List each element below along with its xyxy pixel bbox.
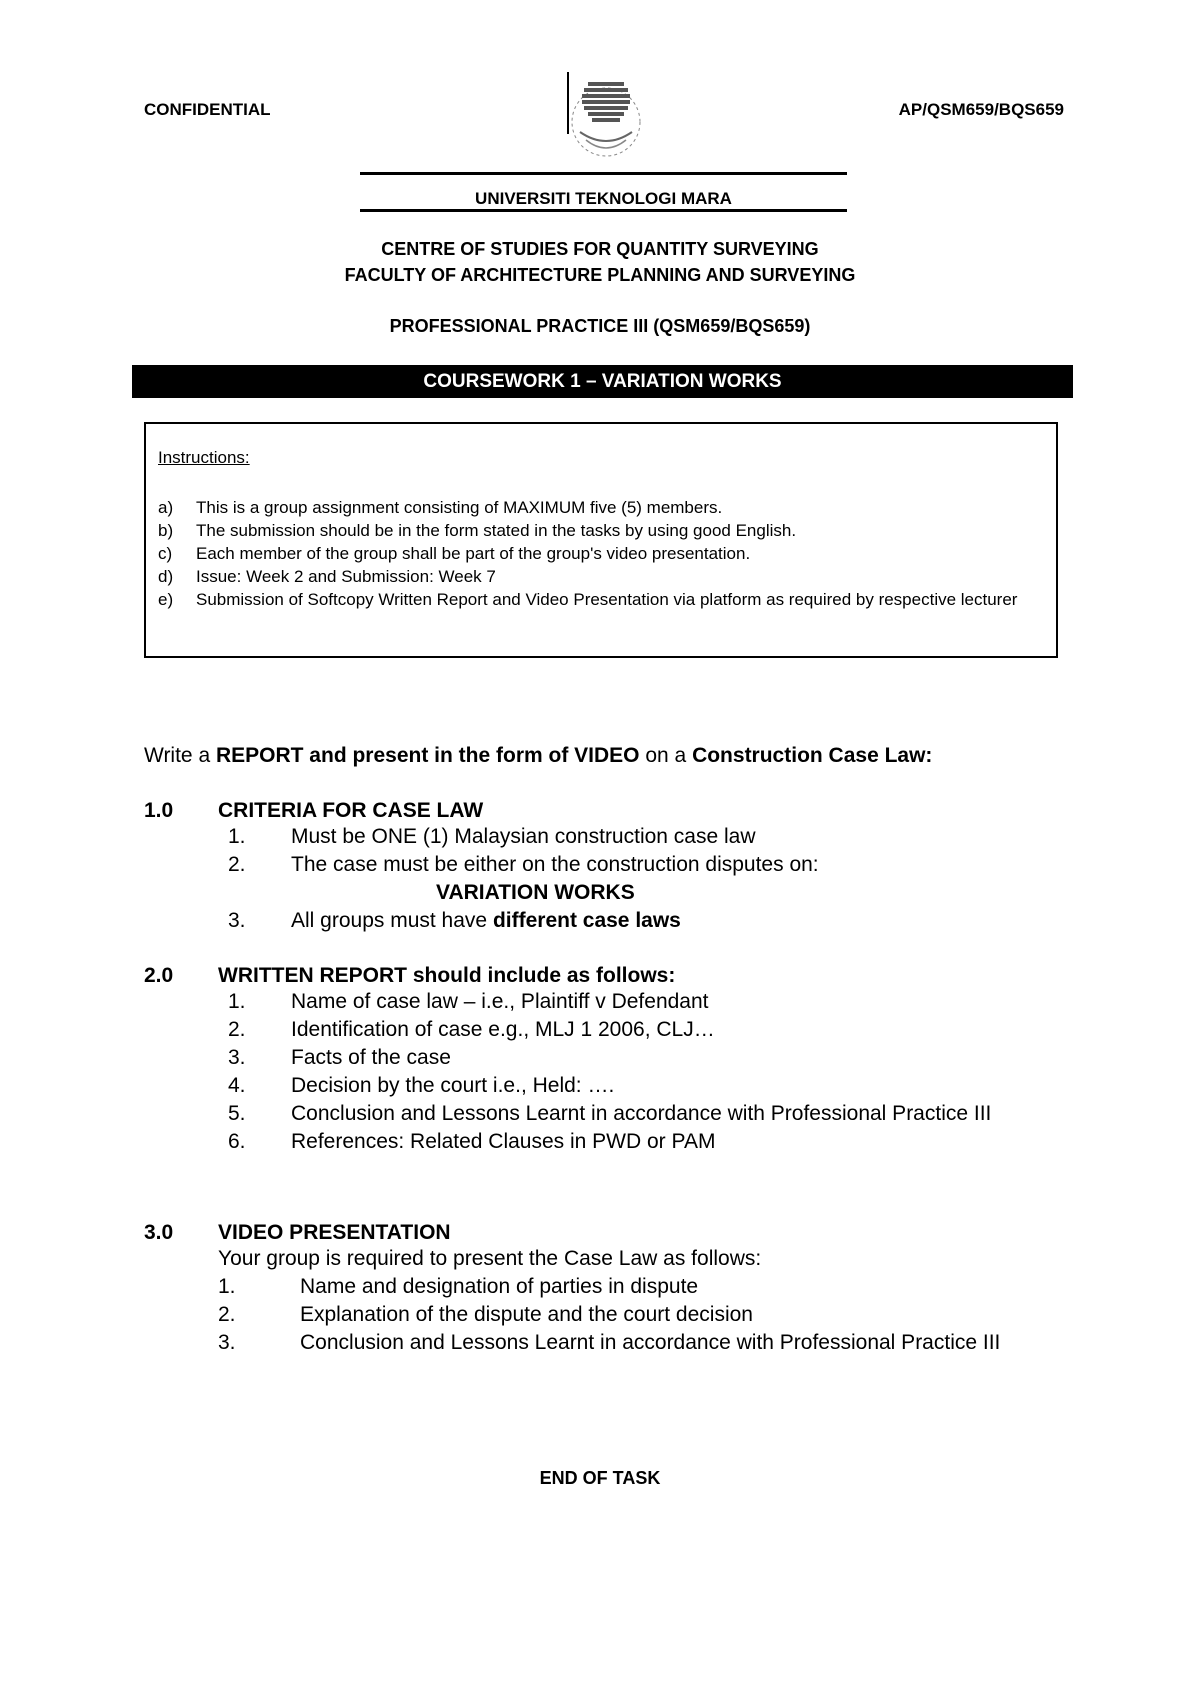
instructions-title: Instructions: — [158, 448, 250, 467]
list-item — [218, 907, 1060, 935]
section-heading — [144, 964, 1060, 988]
list-item — [218, 851, 1060, 879]
instruction-marker: a) — [158, 498, 174, 517]
instruction-marker: c) — [158, 544, 173, 563]
coursework-banner: COURSEWORK 1 – VARIATION WORKS — [132, 365, 1073, 398]
course-title: PROFESSIONAL PRACTICE III (QSM659/BQS659) — [389, 316, 811, 336]
list-number: 2. — [228, 853, 246, 876]
university-logo — [564, 70, 644, 162]
list-item — [218, 1072, 1060, 1100]
list-text: Conclusion and Lessons Learnt in accordance with Professional Practice III — [300, 1331, 1001, 1354]
list-text: Decision by the court i.e., Held: …. — [291, 1074, 615, 1097]
list-text-bold: different case laws — [492, 909, 681, 932]
intro-bold-1: REPORT and present in the form of VIDEO — [215, 744, 640, 767]
list-number: 3. — [218, 1331, 236, 1354]
list-text: Explanation of the dispute and the court decision — [300, 1303, 753, 1326]
intro-text-2: on a — [639, 744, 693, 767]
instruction-text: Issue: Week 2 and Submission: Week 7 — [196, 567, 496, 586]
list-item — [218, 1100, 1060, 1128]
centre-name: CENTRE OF STUDIES FOR QUANTITY SURVEYING — [381, 239, 819, 259]
list-number: 6. — [228, 1130, 246, 1153]
confidential-label: CONFIDENTIAL — [144, 100, 271, 119]
list-text — [291, 907, 681, 935]
list-item — [218, 1273, 1060, 1301]
top-rule — [360, 172, 847, 175]
instruction-text: Each member of the group shall be part of the group's video presentation. — [196, 544, 751, 563]
instruction-text: Submission of Softcopy Written Report and Video Presentation via platform as required by respective lecturer — [196, 590, 1018, 609]
video-list — [218, 1245, 1060, 1357]
document-code: AP/QSM659/BQS659 — [898, 100, 1064, 119]
list-text: Facts of the case — [291, 1046, 451, 1069]
section-number: 3.0 — [144, 1221, 174, 1244]
list-text: Identification of case e.g., MLJ 1 2006, CLJ… — [291, 1018, 715, 1041]
list-item — [218, 1301, 1060, 1329]
list-item — [218, 1044, 1060, 1072]
intro-text-1: Write a — [144, 744, 216, 767]
instruction-item — [158, 496, 1038, 519]
instruction-marker: d) — [158, 567, 174, 586]
list-number: 3. — [228, 909, 246, 932]
list-number: 1. — [218, 1275, 236, 1298]
instruction-item — [158, 519, 1038, 542]
section-number: 2.0 — [144, 964, 174, 987]
list-number: 1. — [228, 990, 246, 1013]
list-item — [218, 988, 1060, 1016]
section-heading — [144, 799, 1060, 823]
end-of-task: END OF TASK — [539, 1468, 661, 1488]
list-number: 3. — [228, 1046, 246, 1069]
list-text: Name and designation of parties in dispute — [300, 1275, 699, 1298]
section-title: WRITTEN REPORT should include as follows: — [218, 964, 676, 987]
list-item — [218, 823, 1060, 851]
section-title: CRITERIA FOR CASE LAW — [218, 799, 484, 822]
section-heading — [144, 1221, 1060, 1245]
section-video — [144, 1221, 1060, 1357]
list-text: The case must be either on the construction disputes on: — [291, 853, 819, 876]
faculty-name: FACULTY OF ARCHITECTURE PLANNING AND SURVEYING — [344, 265, 856, 285]
instructions-box — [144, 422, 1058, 658]
list-text-plain: All groups must have — [291, 909, 493, 932]
list-text: References: Related Clauses in PWD or PAM — [291, 1130, 716, 1153]
list-number: 2. — [228, 1018, 246, 1041]
instructions-list — [158, 496, 1038, 611]
section-criteria — [144, 799, 1060, 935]
list-text: Name of case law – i.e., Plaintiff v Defendant — [291, 990, 709, 1013]
intro-paragraph — [144, 744, 932, 768]
list-item — [218, 1016, 1060, 1044]
intro-bold-2: Construction Case Law: — [692, 744, 933, 767]
video-lead: Your group is required to present the Case Law as follows: — [218, 1247, 762, 1270]
list-text: Conclusion and Lessons Learnt in accordance with Professional Practice III — [291, 1102, 992, 1125]
list-number: 4. — [228, 1074, 246, 1097]
criteria-list — [218, 823, 1060, 935]
instruction-marker: b) — [158, 521, 174, 540]
university-name: UNIVERSITI TEKNOLOGI MARA — [475, 189, 732, 208]
bottom-rule — [360, 209, 847, 212]
list-text: Must be ONE (1) Malaysian construction case law — [291, 825, 756, 848]
instruction-item — [158, 565, 1038, 588]
instruction-item — [158, 542, 1038, 565]
instruction-text: The submission should be in the form stated in the tasks by using good English. — [196, 521, 797, 540]
report-list — [218, 988, 1060, 1156]
list-number: 5. — [228, 1102, 246, 1125]
variation-works-label: VARIATION WORKS — [436, 881, 635, 904]
section-number: 1.0 — [144, 799, 174, 822]
section-written-report — [144, 964, 1060, 1156]
list-item — [218, 1128, 1060, 1156]
list-number: 1. — [228, 825, 246, 848]
instruction-marker: e) — [158, 590, 174, 609]
section-title: VIDEO PRESENTATION — [218, 1221, 451, 1244]
instruction-item — [158, 588, 1038, 611]
list-item — [218, 1329, 1060, 1357]
instruction-text: This is a group assignment consisting of MAXIMUM five (5) members. — [196, 498, 723, 517]
list-number: 2. — [218, 1303, 236, 1326]
